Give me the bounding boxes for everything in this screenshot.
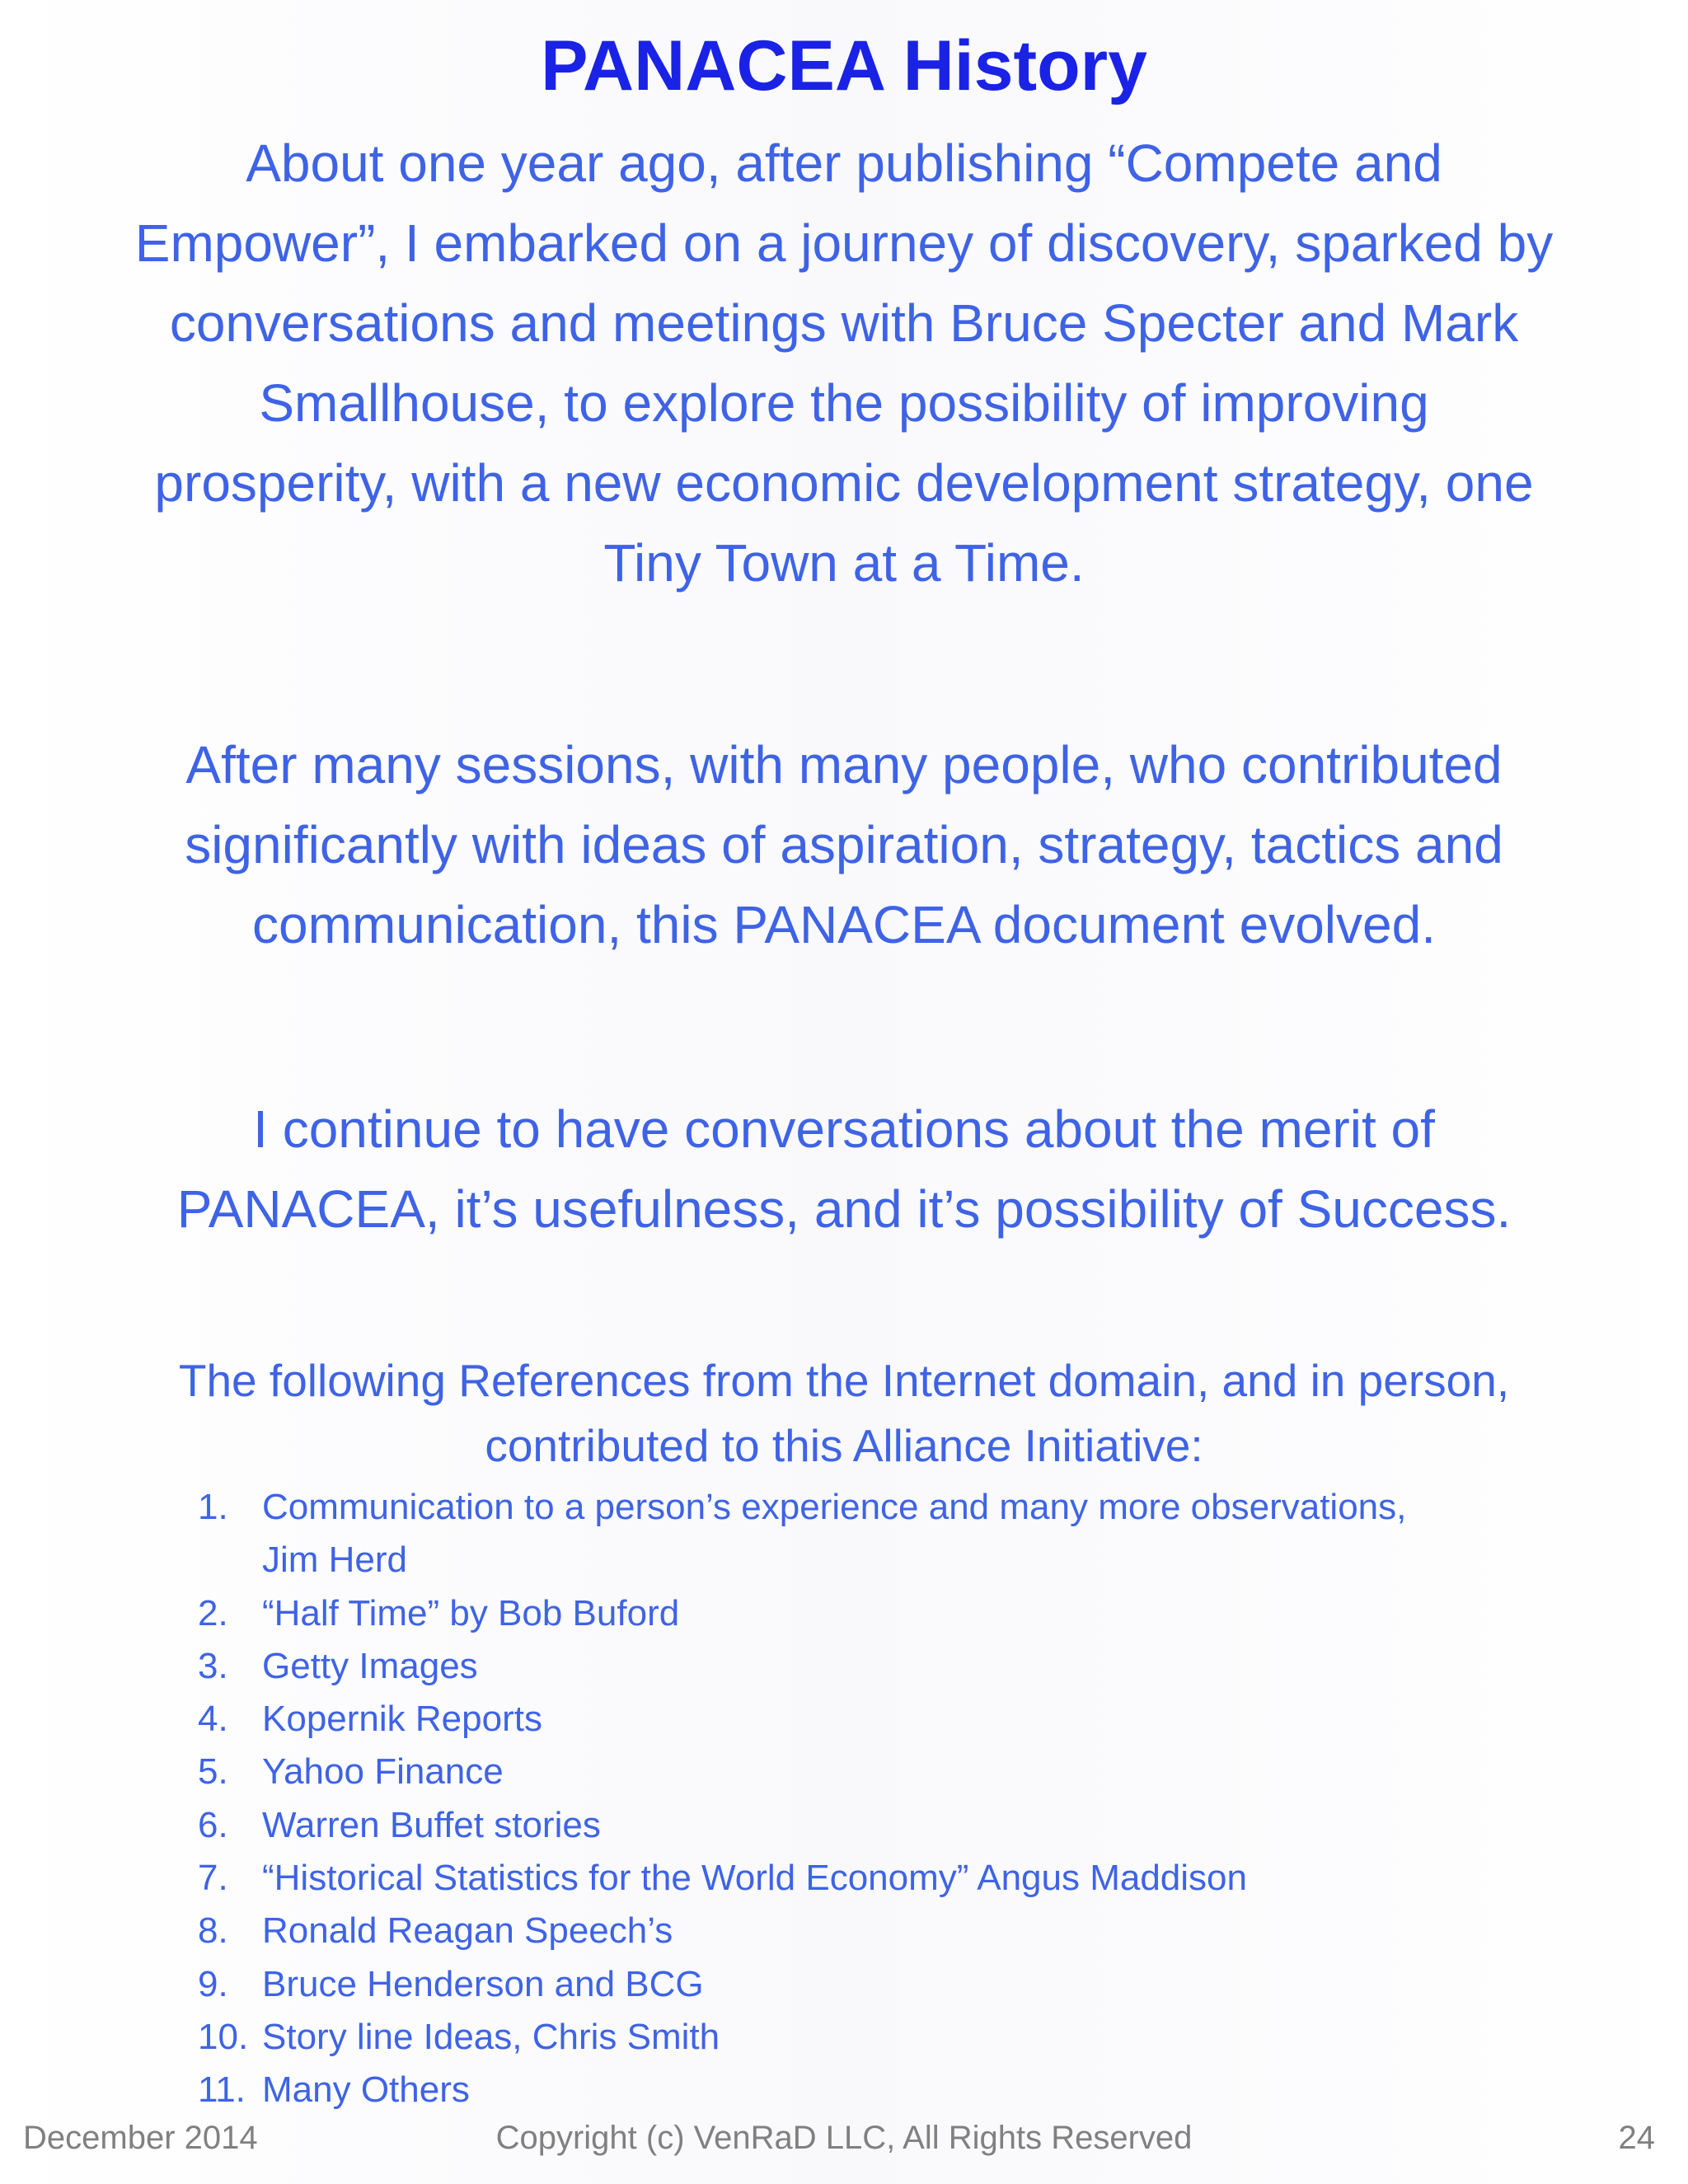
list-item-number: 4. [198, 1699, 228, 1740]
list-item-number: 3. [198, 1645, 228, 1686]
list-item-number: 7. [198, 1858, 228, 1899]
list-item [198, 2064, 1451, 2116]
list-item [198, 1746, 1451, 1798]
list-item [198, 1905, 1451, 1957]
footer-copyright: Copyright (c) VenRaD LLC, All Rights Reserved [495, 2120, 1193, 2156]
list-item-number: 11. [198, 2069, 246, 2111]
list-item [198, 1640, 1451, 1693]
list-item-number: 2. [198, 1592, 228, 1633]
list-item-number: 9. [198, 1963, 228, 2004]
list-item [198, 1958, 1451, 2011]
list-item [198, 1852, 1451, 1905]
list-item [198, 1693, 1451, 1746]
list-item-number: 6. [198, 1804, 228, 1845]
list-item-text: Story line Ideas, Chris Smith [262, 2016, 720, 2057]
list-item-number: 1. [198, 1487, 228, 1527]
list-item-number: 5. [198, 1751, 228, 1793]
list-item-number: 10. [198, 2016, 249, 2057]
list-item [198, 2011, 1451, 2064]
list-item [198, 1481, 1451, 1587]
footer-date: December 2014 [23, 2120, 258, 2156]
list-item-text: Kopernik Reports [262, 1699, 542, 1740]
references-intro: The following References from the Internet domain, and in person, contributed to this Alliance Initiative: [178, 1355, 1510, 1471]
list-item [198, 1587, 1451, 1640]
list-item [198, 1799, 1451, 1852]
list-item-text: Many Others [262, 2069, 470, 2111]
list-item-text: “Half Time” by Bob Buford [262, 1592, 680, 1633]
page-title: PANACEA History [541, 26, 1147, 105]
list-item-text: Bruce Henderson and BCG [262, 1963, 704, 2004]
list-item-text: “Historical Statistics for the World Economy” Angus Maddison [262, 1858, 1247, 1899]
history-paragraph-3: I continue to have conversations about the merit of PANACEA, it’s usefulness, and it’s possibility of Success. [176, 1099, 1512, 1239]
history-paragraph-2: After many sessions, with many people, who contributed significantly with ideas of aspiration, strategy, tactics and communication, this PANACEA document evolved. [185, 735, 1503, 954]
list-item-text: Yahoo Finance [262, 1751, 504, 1793]
references-list [198, 1481, 1451, 2117]
list-item-text: Warren Buffet stories [262, 1804, 601, 1845]
list-item-text: Ronald Reagan Speech’s [262, 1910, 673, 1952]
page-number: 24 [1618, 2120, 1655, 2156]
list-item-number: 8. [198, 1910, 228, 1952]
list-item-text: Communication to a person’s experience and many more observations, Jim Herd [262, 1487, 1407, 1581]
history-paragraph-1: About one year ago, after publishing “Compete and Empower”, I embarked on a journey of discovery, sparked by conversations and meetings with Bruce Specter and Mark Smallhouse, to explore the possibility of improving prosperity, with a new economic development strategy, one Tiny Town at a Time. [134, 134, 1554, 593]
list-item-text: Getty Images [262, 1645, 478, 1686]
